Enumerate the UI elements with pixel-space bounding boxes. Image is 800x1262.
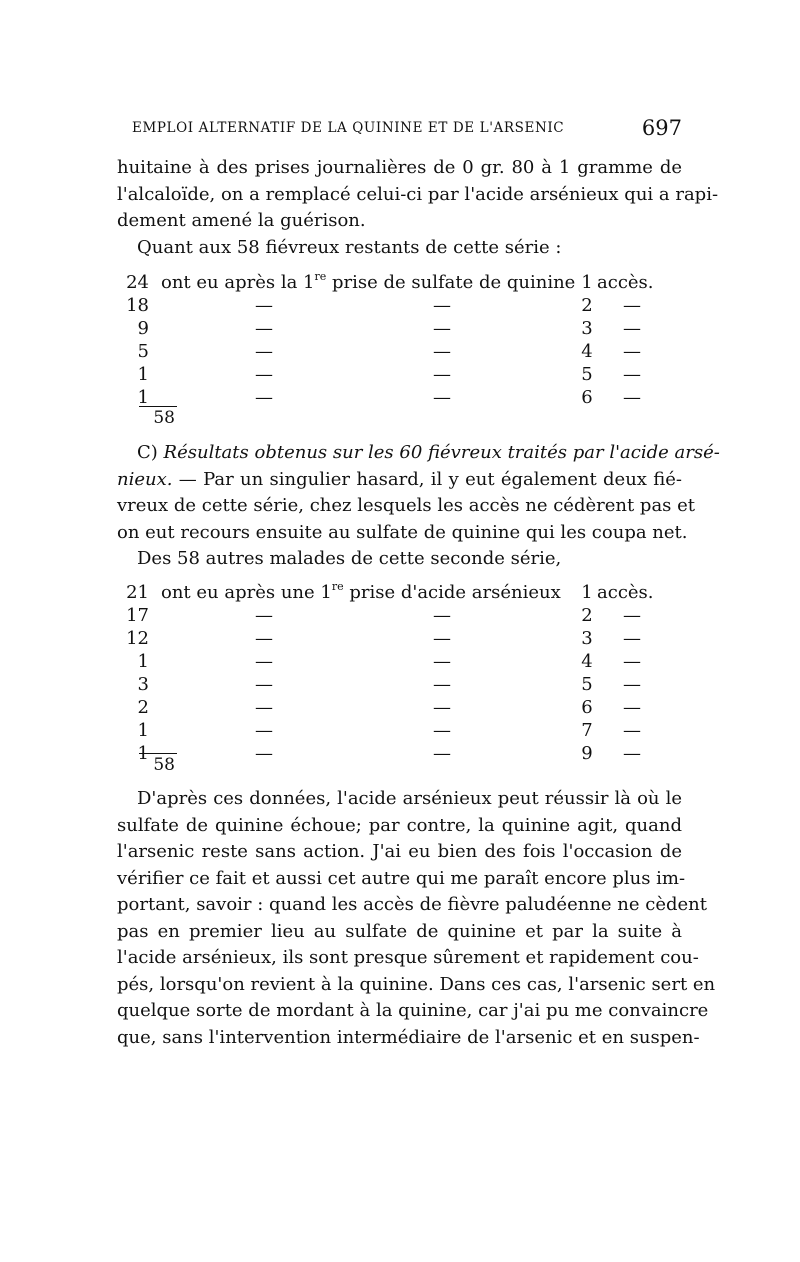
count-cell: 3 — [137, 674, 149, 695]
ditto-mark: — — [623, 720, 641, 741]
ditto-mark: — — [623, 318, 641, 339]
sum-rule — [139, 753, 177, 754]
acces-cell: 5 — [581, 364, 593, 385]
acces-cell: 2 — [581, 295, 593, 316]
ditto-mark: — — [255, 651, 273, 672]
ditto-mark: — — [623, 295, 641, 316]
count-cell: 1 — [137, 720, 149, 741]
acces-cell: 9 — [581, 743, 593, 764]
text-line: sulfate de quinine échoue; par contre, la quinine agit, quand — [117, 814, 682, 836]
ditto-mark: — — [433, 295, 451, 316]
table-row — [117, 719, 682, 742]
ditto-mark: — — [623, 605, 641, 626]
table-body — [117, 294, 682, 409]
table-row — [117, 581, 682, 604]
ditto-mark: — — [255, 364, 273, 385]
ditto-mark: — — [433, 697, 451, 718]
ditto-mark: — — [623, 697, 641, 718]
ditto-mark: — — [623, 674, 641, 695]
total-cell: 58 — [153, 408, 175, 428]
table-row — [117, 627, 682, 650]
text-line: D'après ces données, l'acide arsénieux peut réussir là où le — [137, 788, 682, 809]
count-cell: 18 — [126, 295, 149, 316]
text-line: portant, savoir : quand les accès de fièvre paludéenne ne cèdent — [117, 894, 707, 915]
count-cell: 9 — [137, 318, 149, 339]
ditto-mark: — — [433, 628, 451, 649]
text-line: que, sans l'intervention intermédiaire de l'arsenic et en suspen- — [117, 1026, 700, 1048]
acces-cell: 6 — [581, 387, 593, 408]
paragraph-2 — [117, 440, 720, 573]
count-cell: 1 — [137, 364, 149, 385]
text-line: l'alcaloïde, on a remplacé celui-ci par l'acide arsénieux qui a rapi- — [117, 183, 719, 205]
table-row — [117, 271, 682, 294]
ditto-mark: — — [623, 651, 641, 672]
ditto-mark: — — [255, 387, 273, 408]
table-row — [117, 294, 682, 317]
acces-cell: 6 — [581, 697, 593, 718]
ditto-mark: — — [255, 674, 273, 695]
ditto-mark: — — [433, 605, 451, 626]
ditto-mark: — — [623, 364, 641, 385]
table-row — [117, 604, 682, 627]
ditto-mark: — — [623, 743, 641, 764]
table-row — [117, 673, 682, 696]
ditto-mark: — — [255, 605, 273, 626]
count-cell: 5 — [137, 341, 149, 362]
ditto-mark: — — [433, 743, 451, 764]
acces-word: accès. — [597, 582, 654, 603]
table-row — [117, 386, 682, 409]
acces-cell: 3 — [581, 318, 593, 339]
table-row — [117, 340, 682, 363]
text-line: quelque sorte de mordant à la quinine, car j'ai pu me convaincre — [117, 1000, 709, 1021]
text-line: l'arsenic reste sans action. J'ai eu bien des fois l'occasion de — [117, 841, 682, 862]
acces-cell: 1 — [581, 582, 593, 603]
count-cell: 21 — [126, 582, 149, 603]
text-line: dement amené la guérison. — [117, 210, 366, 231]
ditto-mark: — — [433, 387, 451, 408]
text-line: l'acide arsénieux, ils sont presque sûrement et rapidement cou- — [117, 947, 699, 968]
ditto-mark: — — [433, 651, 451, 672]
ditto-mark: — — [255, 341, 273, 362]
ditto-mark: — — [623, 341, 641, 362]
table-row — [117, 650, 682, 673]
running-head: EMPLOI ALTERNATIF DE LA QUININE ET DE L'ARSENIC — [132, 120, 565, 136]
page-header — [132, 116, 682, 142]
count-cell: 2 — [137, 697, 149, 718]
acces-cell: 5 — [581, 674, 593, 695]
acces-cell: 3 — [581, 628, 593, 649]
acces-cell: 2 — [581, 605, 593, 626]
sum-rule — [139, 406, 177, 407]
ditto-mark: — — [623, 387, 641, 408]
text-line: vreux de cette série, chez lesquels les accès ne cédèrent pas et — [117, 495, 696, 516]
text-line: C) Résultats obtenus sur les 60 fiévreux traités par l'acide arsé- — [137, 442, 720, 463]
count-cell: 24 — [126, 272, 149, 293]
ditto-mark: — — [433, 318, 451, 339]
text-line: Quant aux 58 fiévreux restants de cette série : — [137, 236, 562, 258]
acces-cell: 1 — [581, 272, 593, 293]
text-line: Des 58 autres malades de cette seconde série, — [137, 548, 562, 569]
count-cell: 1 — [137, 651, 149, 672]
acces-cell: 4 — [581, 341, 593, 362]
table-row — [117, 363, 682, 386]
table-body — [117, 604, 682, 765]
text-line: nieux. — Par un singulier hasard, il y eut également deux fié- — [117, 468, 682, 490]
ditto-mark: — — [255, 628, 273, 649]
paragraph-3 — [117, 786, 716, 1051]
acces-word: accès. — [597, 272, 654, 293]
ditto-mark: — — [623, 628, 641, 649]
ditto-mark: — — [255, 743, 273, 764]
total-cell: 58 — [153, 755, 175, 775]
ditto-mark: — — [433, 341, 451, 362]
ditto-mark: — — [433, 674, 451, 695]
text-line: huitaine à des prises journalières de 0 gr. 80 à 1 gramme de — [117, 157, 682, 178]
ditto-mark: — — [255, 295, 273, 316]
ditto-mark: — — [255, 697, 273, 718]
table-row — [117, 696, 682, 719]
ditto-mark: — — [255, 720, 273, 741]
acces-cell: 7 — [581, 720, 593, 741]
row-text: ont eu après la 1re prise de sulfate de quinine — [161, 270, 576, 293]
table-sulfate-quinine — [117, 270, 682, 428]
ditto-mark: — — [255, 318, 273, 339]
count-cell: 1 — [137, 743, 149, 764]
count-cell: 17 — [126, 605, 149, 626]
acces-cell: 4 — [581, 651, 593, 672]
ditto-mark: — — [433, 720, 451, 741]
text-line: vérifier ce fait et aussi cet autre qui me paraît encore plus im- — [117, 867, 686, 889]
ditto-mark: — — [433, 364, 451, 385]
text-line: on eut recours ensuite au sulfate de quinine qui les coupa net. — [117, 521, 688, 543]
table-acide-arsenieux — [117, 580, 682, 775]
page-number: 697 — [641, 116, 682, 140]
text-line: pés, lorsqu'on revient à la quinine. Dans ces cas, l'arsenic sert en — [117, 973, 716, 995]
count-cell: 12 — [126, 628, 149, 649]
table-row — [117, 317, 682, 340]
count-cell: 1 — [137, 387, 149, 408]
table-row — [117, 742, 682, 765]
row-text: ont eu après une 1re prise d'acide arsénieux — [161, 580, 561, 603]
text-line: pas en premier lieu au sulfate de quinine et par la suite à — [117, 920, 682, 942]
paragraph-1 — [117, 155, 719, 261]
